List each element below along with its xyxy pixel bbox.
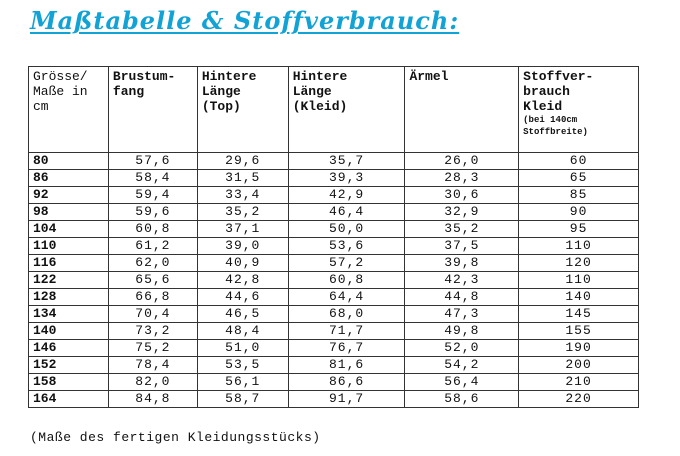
back-length-top-cell: 56,1	[197, 374, 288, 391]
header-line: Hintere	[292, 69, 348, 84]
size-cell: 98	[29, 204, 109, 221]
back-length-top-cell: 35,2	[197, 204, 288, 221]
table-row	[29, 187, 639, 204]
back-length-dress-cell: 91,7	[288, 391, 405, 408]
bust-cell: 78,4	[108, 357, 197, 374]
fabric-usage-cell: 140	[519, 289, 639, 306]
back-length-dress-cell: 68,0	[288, 306, 405, 323]
sleeve-cell: 54,2	[405, 357, 519, 374]
back-length-dress-cell: 64,4	[288, 289, 405, 306]
size-cell: 146	[29, 340, 109, 357]
back-length-dress-cell: 50,0	[288, 221, 405, 238]
back-length-dress-cell: 81,6	[288, 357, 405, 374]
table-row	[29, 340, 639, 357]
fabric-usage-cell: 210	[519, 374, 639, 391]
back-length-top-cell: 44,6	[197, 289, 288, 306]
table-row	[29, 221, 639, 238]
bust-cell: 58,4	[108, 170, 197, 187]
bust-cell: 57,6	[108, 153, 197, 170]
back-length-top-cell: 33,4	[197, 187, 288, 204]
header-line: Länge	[201, 84, 241, 99]
sleeve-cell: 52,0	[405, 340, 519, 357]
header-bust	[108, 67, 197, 153]
header-line: Brustum-	[112, 69, 176, 84]
header-back-length-top	[197, 67, 288, 153]
size-cell: 128	[29, 289, 109, 306]
fabric-usage-cell: 60	[519, 153, 639, 170]
back-length-dress-cell: 39,3	[288, 170, 405, 187]
table-row	[29, 357, 639, 374]
size-cell: 164	[29, 391, 109, 408]
bust-cell: 70,4	[108, 306, 197, 323]
fabric-usage-cell: 110	[519, 272, 639, 289]
header-line: Stoffver-	[523, 69, 594, 84]
size-cell: 80	[29, 153, 109, 170]
sleeve-cell: 26,0	[405, 153, 519, 170]
back-length-dress-cell: 76,7	[288, 340, 405, 357]
header-line: fang	[112, 84, 145, 99]
back-length-top-cell: 39,0	[197, 238, 288, 255]
bust-cell: 84,8	[108, 391, 197, 408]
header-sleeve	[405, 67, 519, 153]
bust-cell: 59,6	[108, 204, 197, 221]
header-line: Länge	[292, 84, 332, 99]
back-length-top-cell: 46,5	[197, 306, 288, 323]
page-title: Maßtabelle & Stoffverbrauch:	[30, 6, 460, 35]
size-cell: 116	[29, 255, 109, 272]
fabric-usage-cell: 90	[519, 204, 639, 221]
table-row	[29, 391, 639, 408]
sleeve-cell: 28,3	[405, 170, 519, 187]
table-row	[29, 289, 639, 306]
footnote: (Maße des fertigen Kleidungsstücks)	[30, 430, 321, 445]
fabric-usage-cell: 200	[519, 357, 639, 374]
table-body	[29, 153, 639, 408]
back-length-top-cell: 53,5	[197, 357, 288, 374]
header-note: Stoffbreite)	[523, 127, 588, 137]
table-row	[29, 170, 639, 187]
fabric-usage-cell: 85	[519, 187, 639, 204]
table-row	[29, 238, 639, 255]
table-row	[29, 153, 639, 170]
header-line: brauch	[523, 84, 570, 99]
table-row	[29, 323, 639, 340]
sleeve-cell: 47,3	[405, 306, 519, 323]
size-table	[28, 66, 639, 408]
size-cell: 110	[29, 238, 109, 255]
bust-cell: 61,2	[108, 238, 197, 255]
header-line: Maße in	[33, 84, 88, 99]
table-row	[29, 204, 639, 221]
fabric-usage-cell: 155	[519, 323, 639, 340]
back-length-top-cell: 37,1	[197, 221, 288, 238]
header-note: (bei 140cm	[523, 115, 578, 125]
size-cell: 122	[29, 272, 109, 289]
size-cell: 104	[29, 221, 109, 238]
table-row	[29, 374, 639, 391]
fabric-usage-cell: 190	[519, 340, 639, 357]
fabric-usage-cell: 145	[519, 306, 639, 323]
bust-cell: 66,8	[108, 289, 197, 306]
back-length-dress-cell: 60,8	[288, 272, 405, 289]
back-length-dress-cell: 86,6	[288, 374, 405, 391]
sleeve-cell: 49,8	[405, 323, 519, 340]
bust-cell: 59,4	[108, 187, 197, 204]
table-header-row	[29, 67, 639, 153]
fabric-usage-cell: 65	[519, 170, 639, 187]
sleeve-cell: 42,3	[405, 272, 519, 289]
back-length-top-cell: 40,9	[197, 255, 288, 272]
header-line: Grösse/	[33, 69, 88, 84]
back-length-top-cell: 42,8	[197, 272, 288, 289]
table-row	[29, 255, 639, 272]
back-length-dress-cell: 71,7	[288, 323, 405, 340]
size-cell: 152	[29, 357, 109, 374]
back-length-dress-cell: 46,4	[288, 204, 405, 221]
back-length-dress-cell: 53,6	[288, 238, 405, 255]
table-row	[29, 272, 639, 289]
sleeve-cell: 37,5	[405, 238, 519, 255]
header-line: cm	[33, 99, 49, 114]
back-length-dress-cell: 35,7	[288, 153, 405, 170]
fabric-usage-cell: 120	[519, 255, 639, 272]
fabric-usage-cell: 220	[519, 391, 639, 408]
sleeve-cell: 44,8	[405, 289, 519, 306]
header-line: (Kleid)	[292, 99, 348, 114]
header-line: (Top)	[201, 99, 241, 114]
bust-cell: 62,0	[108, 255, 197, 272]
sleeve-cell: 39,8	[405, 255, 519, 272]
bust-cell: 75,2	[108, 340, 197, 357]
back-length-top-cell: 51,0	[197, 340, 288, 357]
back-length-top-cell: 48,4	[197, 323, 288, 340]
sleeve-cell: 56,4	[405, 374, 519, 391]
back-length-dress-cell: 57,2	[288, 255, 405, 272]
bust-cell: 82,0	[108, 374, 197, 391]
back-length-dress-cell: 42,9	[288, 187, 405, 204]
header-fabric-usage	[519, 67, 639, 153]
back-length-top-cell: 58,7	[197, 391, 288, 408]
header-line: Ärmel	[409, 69, 449, 84]
fabric-usage-cell: 110	[519, 238, 639, 255]
size-cell: 92	[29, 187, 109, 204]
table-row	[29, 306, 639, 323]
back-length-top-cell: 31,5	[197, 170, 288, 187]
bust-cell: 73,2	[108, 323, 197, 340]
bust-cell: 60,8	[108, 221, 197, 238]
sleeve-cell: 32,9	[405, 204, 519, 221]
size-cell: 86	[29, 170, 109, 187]
size-cell: 158	[29, 374, 109, 391]
size-cell: 140	[29, 323, 109, 340]
header-size	[29, 67, 109, 153]
back-length-top-cell: 29,6	[197, 153, 288, 170]
sleeve-cell: 58,6	[405, 391, 519, 408]
sleeve-cell: 35,2	[405, 221, 519, 238]
header-line: Kleid	[523, 99, 563, 114]
header-line: Hintere	[201, 69, 257, 84]
sleeve-cell: 30,6	[405, 187, 519, 204]
fabric-usage-cell: 95	[519, 221, 639, 238]
size-cell: 134	[29, 306, 109, 323]
bust-cell: 65,6	[108, 272, 197, 289]
header-back-length-dress	[288, 67, 405, 153]
